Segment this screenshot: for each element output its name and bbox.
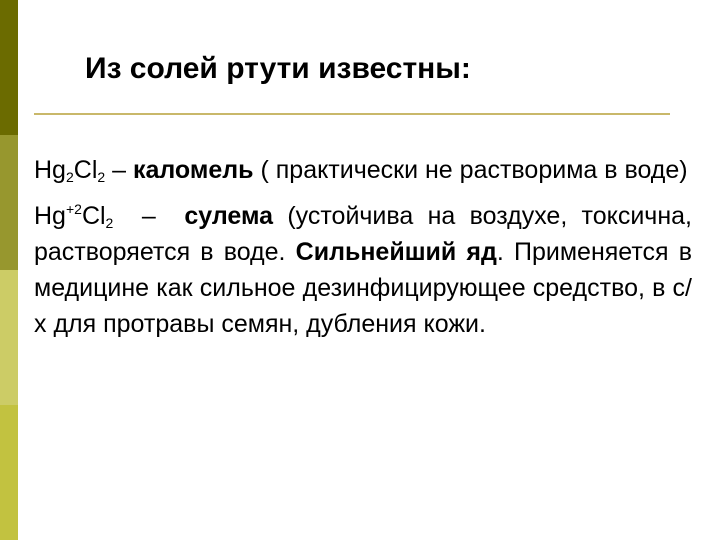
slide-body	[34, 152, 692, 342]
dash: –	[105, 156, 133, 184]
calomel-description: ( практически не растворима в воде)	[253, 156, 688, 184]
sidebar-segment-1	[0, 0, 18, 135]
title-divider	[34, 113, 670, 115]
formula-subscript: 2	[65, 169, 74, 185]
slide-title: Из солей ртути известны:	[85, 52, 471, 85]
compound-name-calomel: каломель	[132, 156, 254, 184]
formula-cl: Cl	[81, 202, 106, 230]
formula-subscript: 2	[97, 169, 106, 185]
dash: –	[113, 202, 185, 230]
compound-name-sublimate: сулема	[184, 202, 274, 230]
sublimate-description: (устойчива на воздухе, токсична, растворяется в воде.	[34, 202, 692, 266]
formula-hg: Hg	[34, 202, 66, 230]
sidebar-segment-2	[0, 135, 18, 270]
sidebar-segment-4	[0, 405, 18, 540]
formula-superscript: +2	[65, 201, 82, 217]
sidebar-segment-3	[0, 270, 18, 405]
strong-poison-emphasis: Сильнейший яд	[295, 238, 497, 266]
formula-cl: Cl	[73, 156, 98, 184]
sidebar-decoration	[0, 0, 18, 540]
calomel-paragraph	[34, 152, 692, 188]
sublimate-usage: . Применяется в медицине как сильное дезинфицирующее средство, в с/х для протравы семян, дубления кожи.	[34, 238, 693, 338]
formula-hg: Hg	[34, 156, 66, 184]
formula-subscript: 2	[105, 215, 114, 231]
sublimate-paragraph	[34, 198, 692, 342]
